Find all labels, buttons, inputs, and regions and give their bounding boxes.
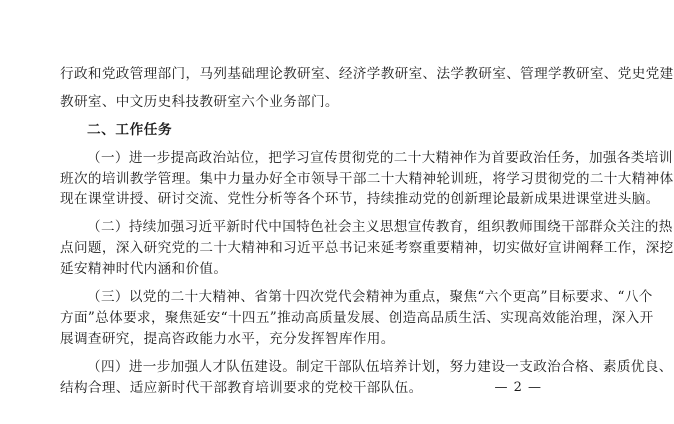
paragraph-line: 现在课堂讲授、研讨交流、党性分析等各个环节，持续推动党的创新理论最新成果进课堂进头脑。 [60, 191, 660, 207]
paragraph-line: （四）进一步加强人才队伍建设。制定干部队伍培养计划，努力建设一支政治合格、素质优良、 [87, 359, 673, 375]
paragraph-line: （二）持续加强习近平新时代中国特色社会主义思想宣传教育，组织教师围绕干部群众关注的热 [87, 219, 673, 235]
paragraph-line: 行政和党政管理部门，马列基础理论教研室、经济学教研室、法学教研室、管理学教研室、党史党建 [60, 66, 674, 82]
page-number: — 2 — [494, 380, 542, 395]
paragraph-line: 教研室、中文历史科技教研室六个业务部门。 [60, 94, 339, 110]
section-heading: 二、工作任务 [87, 122, 173, 138]
paragraph-line: （一）进一步提高政治站位，把学习宣传贯彻党的二十大精神作为首要政治任务，加强各类培训 [87, 150, 673, 166]
paragraph-line: 班次的培训教学管理。集中力量办好全市领导干部二十大精神轮训班，将学习贯彻党的二十大精神体 [60, 171, 674, 187]
paragraph-line: 延安精神时代内涵和价值。 [60, 261, 228, 277]
paragraph-line: （三）以党的二十大精神、省第十四次党代会精神为重点，聚焦“六个更高”目标要求、“八个 [87, 289, 653, 305]
paragraph-line: 展调查研究，提高咨政能力水平，充分发挥智库作用。 [60, 331, 395, 347]
paragraph-line: 点问题，深入研究党的二十大精神和习近平总书记来延考察重要精神，切实做好宣讲阐释工作，深挖 [60, 240, 674, 256]
paragraph-line: 方面”总体要求，聚焦延安“十四五”推动高质量发展、创造高品质生活、实现高效能治理，深入开 [60, 310, 654, 326]
paragraph-line: 结构合理、适应新时代干部教育培训要求的党校干部队伍。 [60, 380, 423, 396]
